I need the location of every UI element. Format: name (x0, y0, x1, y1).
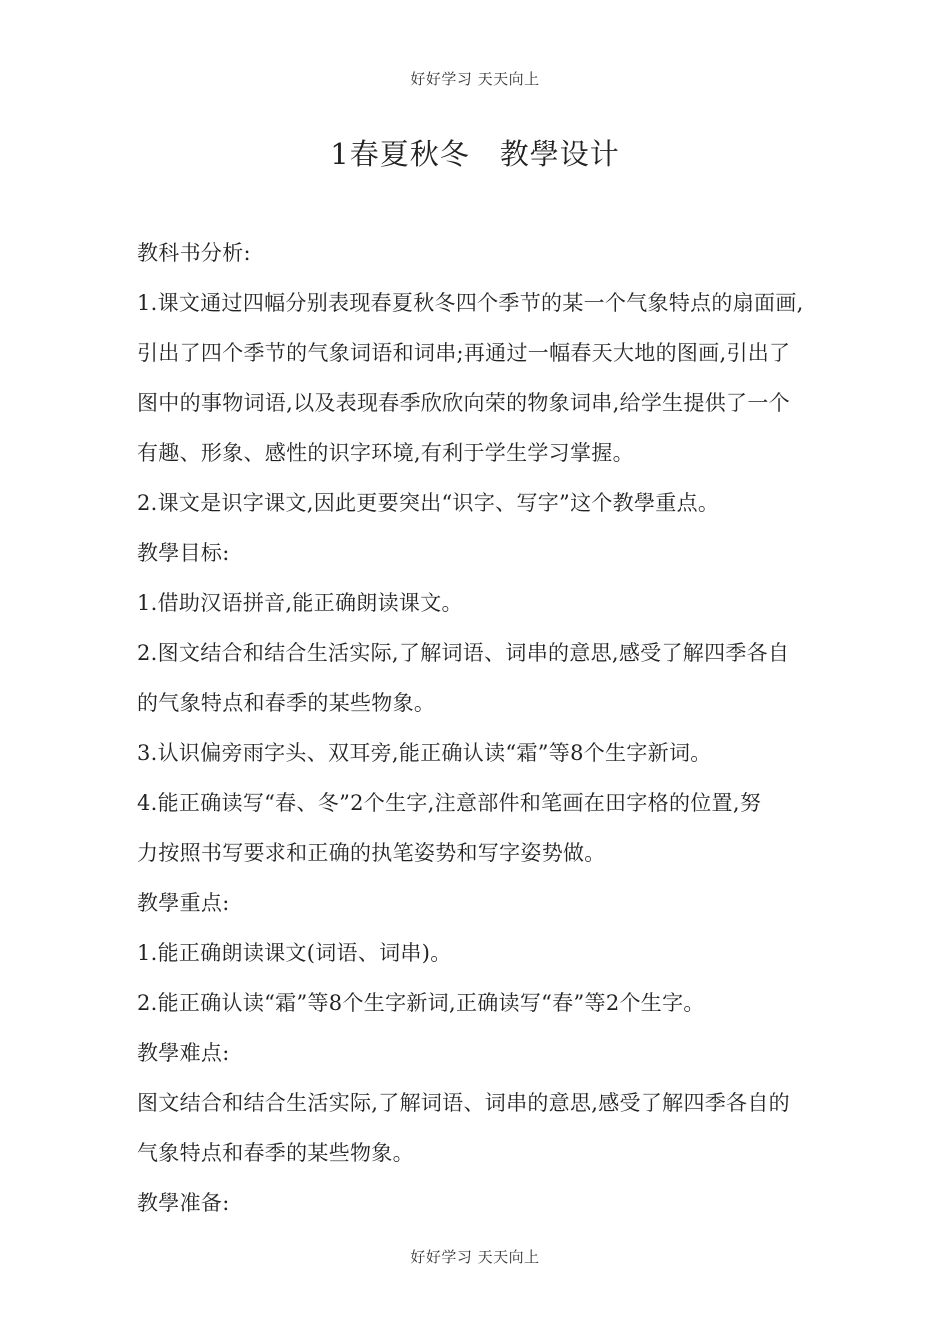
page-footer: 好好学习 天天向上 (410, 1248, 540, 1266)
paragraph-line: 4.能正确读写“春、冬”2个生字,注意部件和笔画在田字格的位置,努 (137, 791, 762, 815)
paragraph-line: 1.借助汉语拼音,能正确朗读课文。 (137, 591, 463, 615)
paragraph-line: 1.课文通过四幅分别表现春夏秋冬四个季节的某一个气象特点的扇面画, (137, 291, 804, 315)
paragraph-line: 力按照书写要求和正确的执笔姿势和写字姿势做。 (137, 841, 606, 865)
section-heading-difficulties: 教學难点: (137, 1041, 230, 1065)
paragraph-line: 图文结合和结合生活实际,了解词语、词串的意思,感受了解四季各自的 (137, 1091, 790, 1115)
paragraph-line: 气象特点和春季的某些物象。 (137, 1141, 414, 1165)
section-heading-teaching-goals: 教學目标: (137, 541, 230, 565)
paragraph-line: 2.课文是识字课文,因此更要突出“识字、写字”这个教學重点。 (137, 491, 720, 515)
section-heading-textbook-analysis: 教科书分析: (137, 241, 251, 265)
section-heading-preparation: 教學准备: (137, 1191, 230, 1215)
document-body (137, 228, 837, 1228)
paragraph-line: 的气象特点和春季的某些物象。 (137, 691, 436, 715)
paragraph-line: 1.能正确朗读课文(词语、词串)。 (137, 941, 452, 965)
document-title: 1春夏秋冬 教學设计 (330, 137, 620, 171)
paragraph-line: 2.图文结合和结合生活实际,了解词语、词串的意思,感受了解四季各自 (137, 641, 790, 665)
paragraph-line: 有趣、形象、感性的识字环境,有利于学生学习掌握。 (137, 441, 634, 465)
paragraph-line: 2.能正确认读“霜”等8个生字新词,正确读写“春”等2个生字。 (137, 991, 705, 1015)
paragraph-line: 引出了四个季节的气象词语和词串;再通过一幅春天大地的图画,引出了 (137, 341, 791, 365)
paragraph-line: 3.认识偏旁雨字头、双耳旁,能正确认读“霜”等8个生字新词。 (137, 741, 712, 765)
paragraph-line: 图中的事物词语,以及表现春季欣欣向荣的物象词串,给学生提供了一个 (137, 391, 790, 415)
section-heading-key-points: 教學重点: (137, 891, 230, 915)
page-header: 好好学习 天天向上 (410, 70, 540, 88)
